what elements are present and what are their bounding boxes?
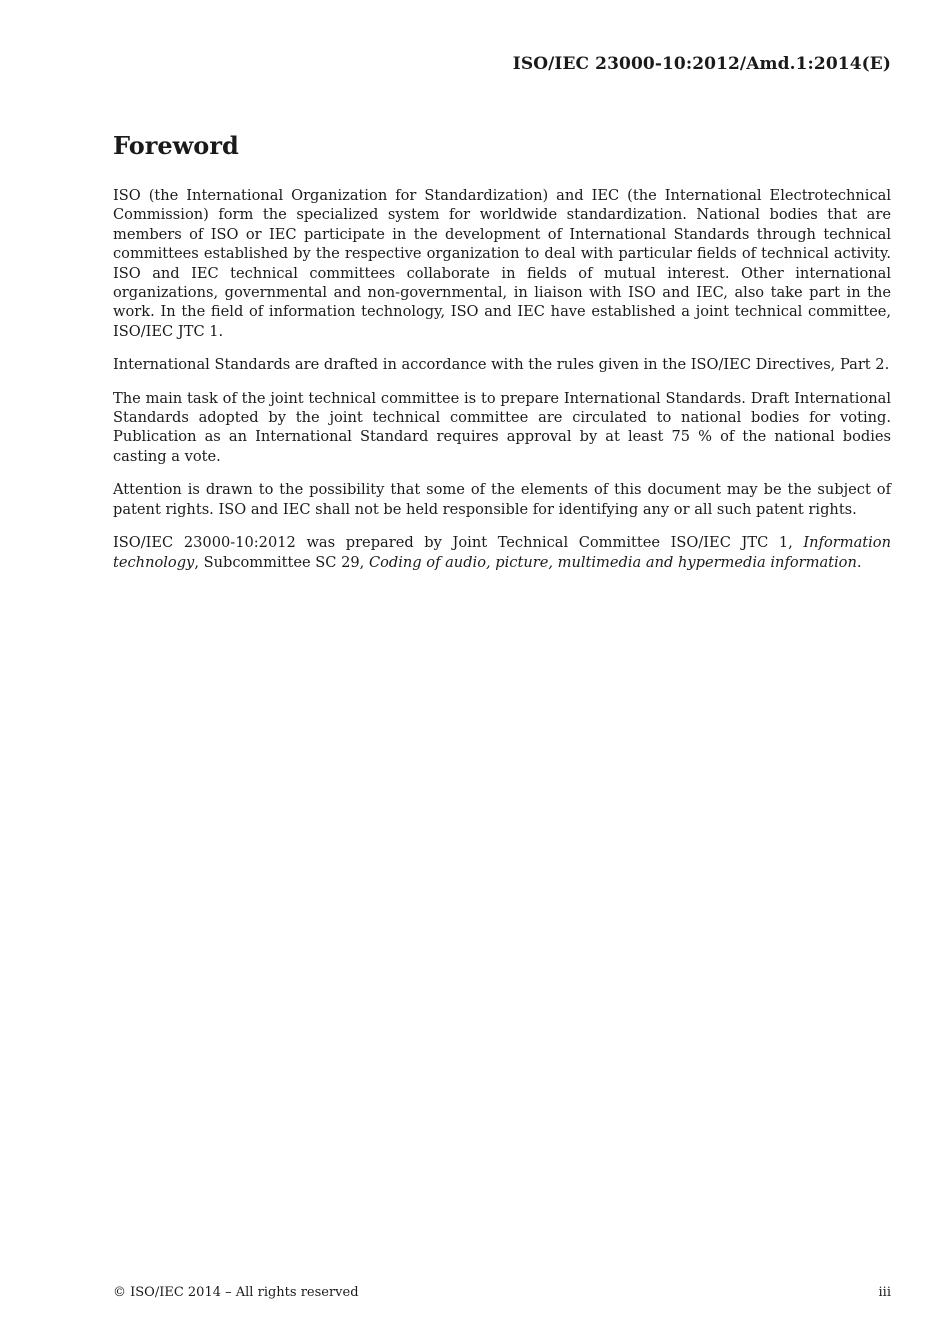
preparation-text-1: ISO/IEC 23000-10:2012 was prepared by Joint Technical Committee ISO/IEC JTC 1, bbox=[113, 534, 804, 552]
preparation-italic-subcommittee: Coding of audio, picture, multimedia and hypermedia information bbox=[368, 553, 857, 571]
page-title: Foreword bbox=[113, 131, 239, 160]
preparation-italic-committee: Information technology bbox=[113, 534, 891, 571]
paragraph-organizations: ISO (the International Organization for Standardization) and IEC (the International Electrotechnical Commission) form the specialized system for worldwide standardization. National bodies that are members of ISO or IEC participate in the development of International Standards through technical committees established by the respective organization to deal with particular fields of technical activity. ISO and IEC technical committees collaborate in fields of mutual interest. Other international organizations, governmental and non-governmental, in liaison with ISO and IEC, also take part in the work. In the field of information technology, ISO and IEC have established a joint technical committee, ISO/IEC JTC 1. bbox=[113, 187, 891, 340]
paragraph-main-task: The main task of the joint technical committee is to prepare International Standards. Draft International Standards adopted by the joint technical committee are circulated to national bodies for voting. Publication as an International Standard requires approval by at least 75 % of the national bodies casting a vote. bbox=[113, 389, 891, 465]
paragraph-preparation bbox=[113, 533, 891, 572]
foreword-body bbox=[113, 186, 891, 586]
paragraph-patent-rights: Attention is drawn to the possibility that some of the elements of this document may be the subject of patent rights. ISO and IEC shall not be held responsible for identifying any or all such patent rights. bbox=[113, 481, 891, 518]
page-number: iii bbox=[878, 1285, 891, 1300]
preparation-text-2: , Subcommittee SC 29, bbox=[194, 553, 369, 571]
copyright-notice: © ISO/IEC 2014 – All rights reserved bbox=[113, 1285, 359, 1300]
paragraph-directives: International Standards are drafted in accordance with the rules given in the ISO/IEC Directives, Part 2. bbox=[113, 356, 890, 374]
document-identifier: ISO/IEC 23000-10:2012/Amd.1:2014(E) bbox=[512, 54, 891, 74]
preparation-text-3: . bbox=[856, 553, 862, 571]
